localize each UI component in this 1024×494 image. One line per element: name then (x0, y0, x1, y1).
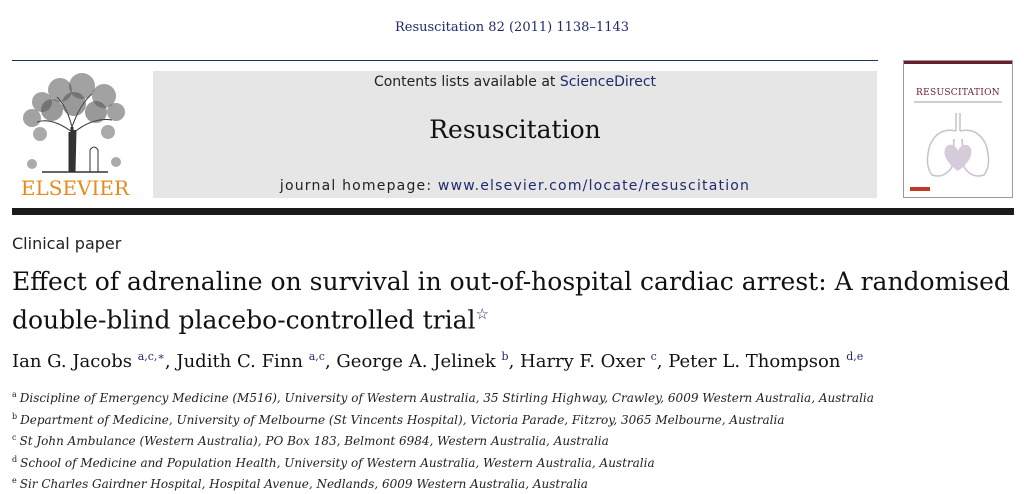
masthead-rule (12, 208, 1014, 215)
author-affiliation-marks[interactable]: c (650, 350, 657, 363)
author-affiliation-marks[interactable]: b (501, 350, 509, 363)
author-name[interactable]: Peter L. Thompson (668, 351, 841, 372)
affiliation-key: d (12, 454, 18, 464)
author-list: Ian G. Jacobs $^{a,c,∗}$, Judith C. Finn $^{a,c}$, George A. Jelinek $^b$, Harry F. Oxer $^c$, Peter L. Thompson $^{d,e}$ (12, 350, 864, 372)
header-rule (12, 60, 878, 61)
journal-citation[interactable]: Resuscitation 82 (2011) 1138–1143 (394, 20, 630, 35)
affiliation-item (12, 386, 1012, 408)
affiliation-item (12, 408, 1012, 430)
journal-cover-thumbnail[interactable] (903, 60, 1013, 198)
title-footnote-star[interactable]: ☆ (475, 305, 489, 323)
affiliation-item (12, 429, 1012, 451)
journal-name: Resuscitation (429, 115, 601, 144)
article-title-text: Effect of adrenaline on survival in out-of-hospital cardiac arrest: A randomised double-blind placebo-controlled trial (12, 267, 1010, 335)
homepage-prefix: journal homepage: (279, 178, 438, 194)
affiliation-key: c (12, 433, 17, 442)
affiliation-text: St John Ambulance (Western Australia), PO Box 183, Belmont 6984, Western Australia, Australia (19, 434, 609, 448)
affiliation-text: Department of Medicine, University of Melbourne (St Vincents Hospital), Victoria Parade, Fitzroy, 3065 Melbourne, Australia (20, 412, 785, 427)
article-title (12, 265, 1012, 336)
affiliation-text: Sir Charles Gairdner Hospital, Hospital Avenue, Nedlands, 6009 Western Australia, Australia (19, 477, 588, 491)
journal-banner (153, 71, 877, 198)
affiliation-text: School of Medicine and Population Health, University of Western Australia, Western Australia, Australia (20, 455, 655, 470)
cover-title: RESUSCITATION (916, 88, 1000, 98)
affiliation-text: Discipline of Emergency Medicine (M516), University of Western Australia, 35 Stirling Highway, Crawley, 6009 Western Australia, Australia (19, 391, 874, 405)
affiliation-item (12, 451, 1012, 473)
affiliation-key: a (12, 390, 17, 399)
cover-footer-mark (910, 187, 930, 191)
author-name[interactable]: George A. Jelinek (336, 351, 496, 372)
affiliation-key: b (12, 411, 18, 421)
elsevier-wordmark: ELSEVIER (20, 176, 130, 200)
lungs-heart-icon (918, 109, 998, 181)
affiliation-item (12, 472, 1012, 494)
journal-homepage (153, 178, 877, 194)
author-affiliation-marks[interactable]: a,c (308, 350, 325, 363)
author-name[interactable]: Judith C. Finn (176, 351, 304, 372)
cover-top-band (904, 61, 1012, 64)
article-type: Clinical paper (12, 234, 122, 253)
author-affiliation-marks[interactable]: d,e (846, 350, 864, 363)
elsevier-tree-icon (12, 72, 138, 176)
affiliation-list (12, 386, 1012, 494)
cover-subtitle-line (914, 101, 1002, 103)
affiliation-key: e (12, 476, 17, 485)
contents-availability (153, 74, 877, 90)
homepage-link[interactable]: www.elsevier.com/locate/resuscitation (437, 178, 751, 194)
contents-prefix: Contents lists available at (373, 74, 560, 90)
author-affiliation-marks[interactable]: a,c,∗ (137, 350, 165, 363)
elsevier-logo[interactable] (12, 72, 138, 200)
author-name[interactable]: Harry F. Oxer (520, 351, 645, 372)
sciencedirect-link[interactable]: ScienceDirect (559, 74, 657, 90)
author-name[interactable]: Ian G. Jacobs (12, 351, 132, 372)
